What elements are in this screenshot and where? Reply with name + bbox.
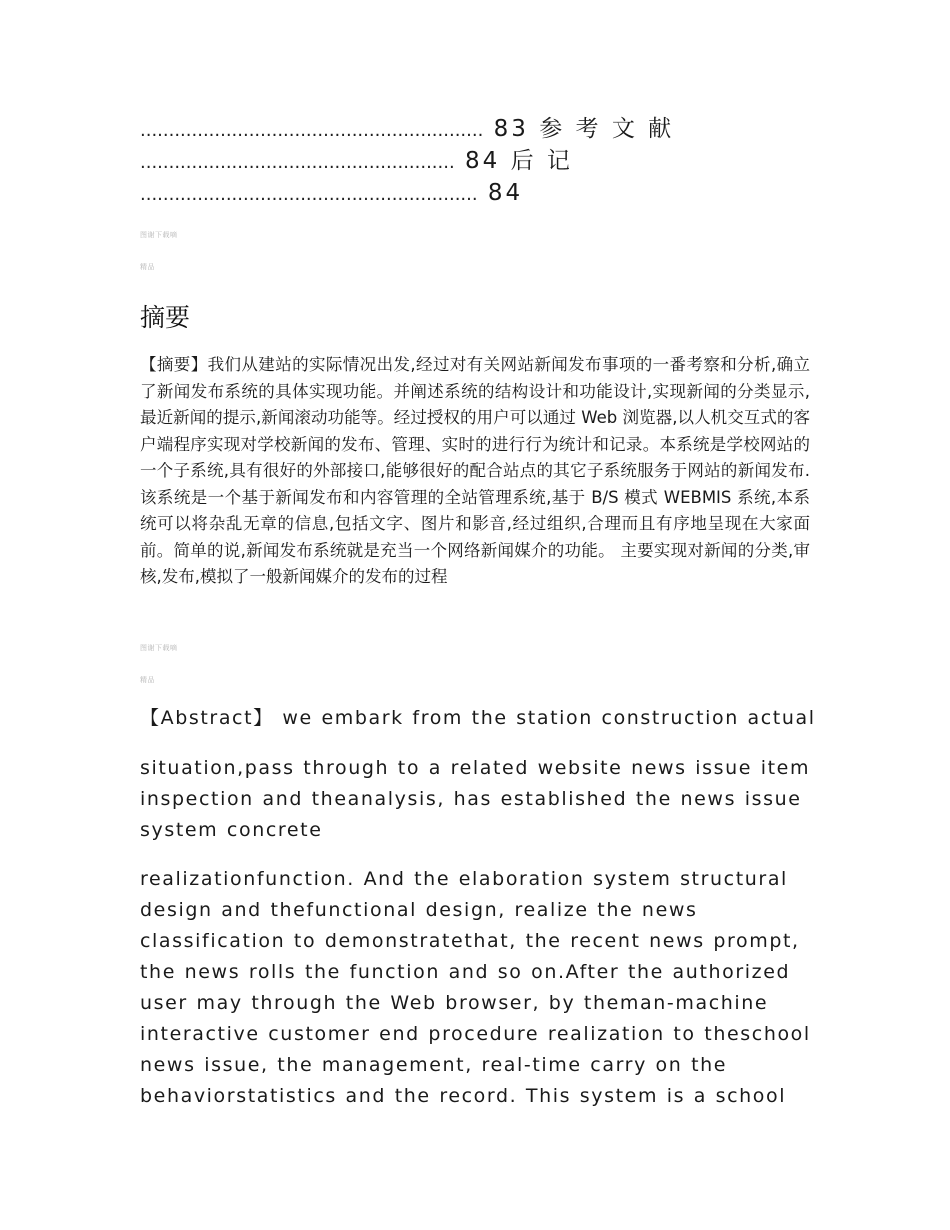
chinese-abstract-paragraph: 【摘要】我们从建站的实际情况出发,经过对有关网站新闻发布事项的一番考察和分析,确立了新闻发布系统的具体实现功能。并阐述系统的结构设计和功能设计,实现新闻的分类显示,最近新闻的提示,新闻滚动功能等。经过授权的用户可以通过 Web 浏览器,以人机交互式的客户端程序实现对学校新闻的发布、管理、实时的进行行为统计和记录。本系统是学校网站的一个子系统,具有很好的外部接口,能够很好的配合站点的其它子系统服务于网站的新闻发布.该系统是一个基于新闻发布和内容管理的全站管理系统,基于 B/S 模式 WEBMIS 系统,本系统可以将杂乱无章的信息,包括文字、图片和影音,经过组织,合理而且有序地呈现在大家面前。简单的说,新闻发布系统就是充当一个网络新闻媒介的功能。 主要实现对新闻的分类,审核,发布,模拟了一般新闻媒介的发布的过程 [140,355,810,586]
toc-entry-page[interactable] [140,177,820,209]
download-watermark: 图谢下载嘀 [140,644,178,652]
toc-leader-dots: ........................................................... [140,184,478,205]
toc-entry-postscript[interactable] [140,145,820,177]
toc-leader-dots: ............................................................ [140,120,484,141]
table-of-contents [140,113,820,209]
quality-watermark: 精品 [140,263,155,271]
toc-entry-text: 84 后 记 [465,148,573,174]
toc-entry-references[interactable] [140,113,820,145]
quality-watermark: 精品 [140,676,155,684]
toc-entry-text: 83 参 考 文 献 [493,116,675,142]
english-abstract-paragraph: situation,pass through to a related website news issue item inspection and theanalysis, has established the news issue system concrete [140,757,811,841]
english-abstract-first-line: 【Abstract】 we embark from the station construction actual [140,707,816,729]
abstract-heading: 摘要 [140,303,191,332]
toc-leader-dots: ....................................................... [140,152,455,173]
english-abstract-paragraph: realizationfunction. And the elaboration system structural design and thefunctional design, realize the news classification to demonstratethat, the recent news prompt, the news rolls the function and so on.After the authorized user may through the Web browser, by theman-machine interactive customer end procedure realization to theschool news issue, the management, real-time carry on the behaviorstatistics and the record. This system is a school [140,868,811,1107]
toc-entry-text: 84 [487,180,524,206]
download-watermark: 图谢下载嘀 [140,231,178,239]
